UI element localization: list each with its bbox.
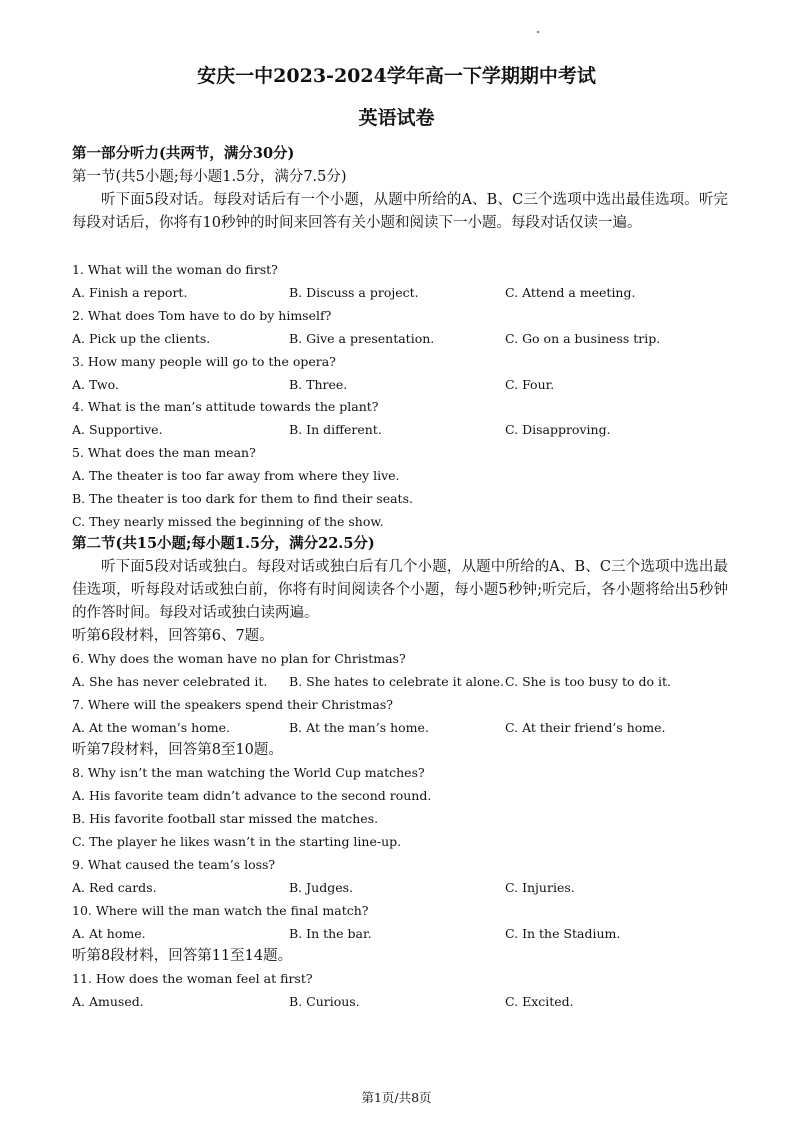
q2-option-a: A. Pick up the clients.: [72, 331, 211, 346]
material-6-instruction: 听第6段材料，回答第6、7题。: [72, 628, 274, 644]
q7-option-b: B. At the man’s home.: [289, 720, 429, 735]
q10-option-c: C. In the Stadium.: [505, 926, 621, 941]
q10-option-b: B. In the bar.: [289, 926, 372, 941]
q6-option-a: A. She has never celebrated it.: [72, 674, 268, 689]
section1-intro: 听下面5段对话。每段对话后有一个小题，从题中所给的A、B、C三个选项中选出最佳选项。听完每段对话后，你将有10秒钟的时间来回答有关小题和阅读下一小题。每段对话仅读一遍。: [72, 192, 728, 231]
q8-option-c: C. The player he likes wasn’t in the starting line-up.: [72, 834, 402, 849]
q8-option-a: A. His favorite team didn’t advance to the second round.: [72, 788, 432, 803]
section1-heading: 第一节(共5小题;每小题1.5分，满分7.5分): [72, 169, 347, 185]
exam-subtitle: 英语试卷: [358, 107, 435, 129]
q2-option-c: C. Go on a business trip.: [505, 331, 661, 346]
q11-option-b: B. Curious.: [289, 994, 360, 1009]
q1-option-b: B. Discuss a project.: [289, 285, 419, 300]
section2-heading: 第二节(共15小题;每小题1.5分，满分22.5分): [72, 535, 375, 552]
question-8: 8. Why isn’t the man watching the World Cup matches?: [72, 765, 425, 780]
q6-option-b: B. She hates to celebrate it alone.: [289, 674, 504, 689]
q9-option-c: C. Injuries.: [505, 880, 575, 895]
scan-dot: [537, 31, 539, 33]
q10-option-a: A. At home.: [72, 926, 146, 941]
q4-option-c: C. Disapproving.: [505, 422, 611, 437]
q9-option-a: A. Red cards.: [72, 880, 157, 895]
part1-heading: 第一部分听力(共两节，满分30分): [72, 145, 295, 162]
question-5: 5. What does the man mean?: [72, 445, 256, 460]
page-footer: 第1页/共8页: [361, 1090, 432, 1105]
question-1: 1. What will the woman do first?: [72, 262, 278, 277]
q5-option-a: A. The theater is too far away from where they live.: [72, 468, 400, 483]
q5-option-b: B. The theater is too dark for them to find their seats.: [72, 491, 413, 506]
q6-option-c: C. She is too busy to do it.: [505, 674, 672, 689]
question-2: 2. What does Tom have to do by himself?: [72, 308, 332, 323]
question-9: 9. What caused the team’s loss?: [72, 857, 276, 872]
q3-option-a: A. Two.: [72, 377, 119, 392]
q11-option-c: C. Excited.: [505, 994, 574, 1009]
exam-title: 安庆一中2023-2024学年高一下学期期中考试: [197, 65, 596, 87]
q4-option-b: B. In different.: [289, 422, 382, 437]
q5-option-c: C. They nearly missed the beginning of the show.: [72, 514, 384, 529]
q7-option-c: C. At their friend’s home.: [505, 720, 666, 735]
material-7-instruction: 听第7段材料，回答第8至10题。: [72, 742, 283, 758]
section2-intro: 听下面5段对话或独白。每段对话或独白后有几个小题，从题中所给的A、B、C三个选项中选出最佳选项，听每段对话或独白前，你将有时间阅读各个小题，每小题5秒钟;听完后，各小题将给出5秒钟的作答时间。每段对话或独白读两遍。: [72, 559, 728, 621]
question-6: 6. Why does the woman have no plan for Christmas?: [72, 651, 406, 666]
question-11: 11. How does the woman feel at first?: [72, 971, 313, 986]
q2-option-b: B. Give a presentation.: [289, 331, 435, 346]
q11-option-a: A. Amused.: [72, 994, 144, 1009]
q8-option-b: B. His favorite football star missed the matches.: [72, 811, 379, 826]
q3-option-b: B. Three.: [289, 377, 348, 392]
q7-option-a: A. At the woman’s home.: [72, 720, 230, 735]
q9-option-b: B. Judges.: [289, 880, 353, 895]
question-4: 4. What is the man’s attitude towards the plant?: [72, 399, 379, 414]
material-8-instruction: 听第8段材料，回答第11至14题。: [72, 948, 293, 964]
question-7: 7. Where will the speakers spend their Christmas?: [72, 697, 393, 712]
q1-option-c: C. Attend a meeting.: [505, 285, 636, 300]
q3-option-c: C. Four.: [505, 377, 555, 392]
question-3: 3. How many people will go to the opera?: [72, 354, 336, 369]
question-10: 10. Where will the man watch the final match?: [72, 903, 369, 918]
q4-option-a: A. Supportive.: [72, 422, 163, 437]
q1-option-a: A. Finish a report.: [72, 285, 188, 300]
